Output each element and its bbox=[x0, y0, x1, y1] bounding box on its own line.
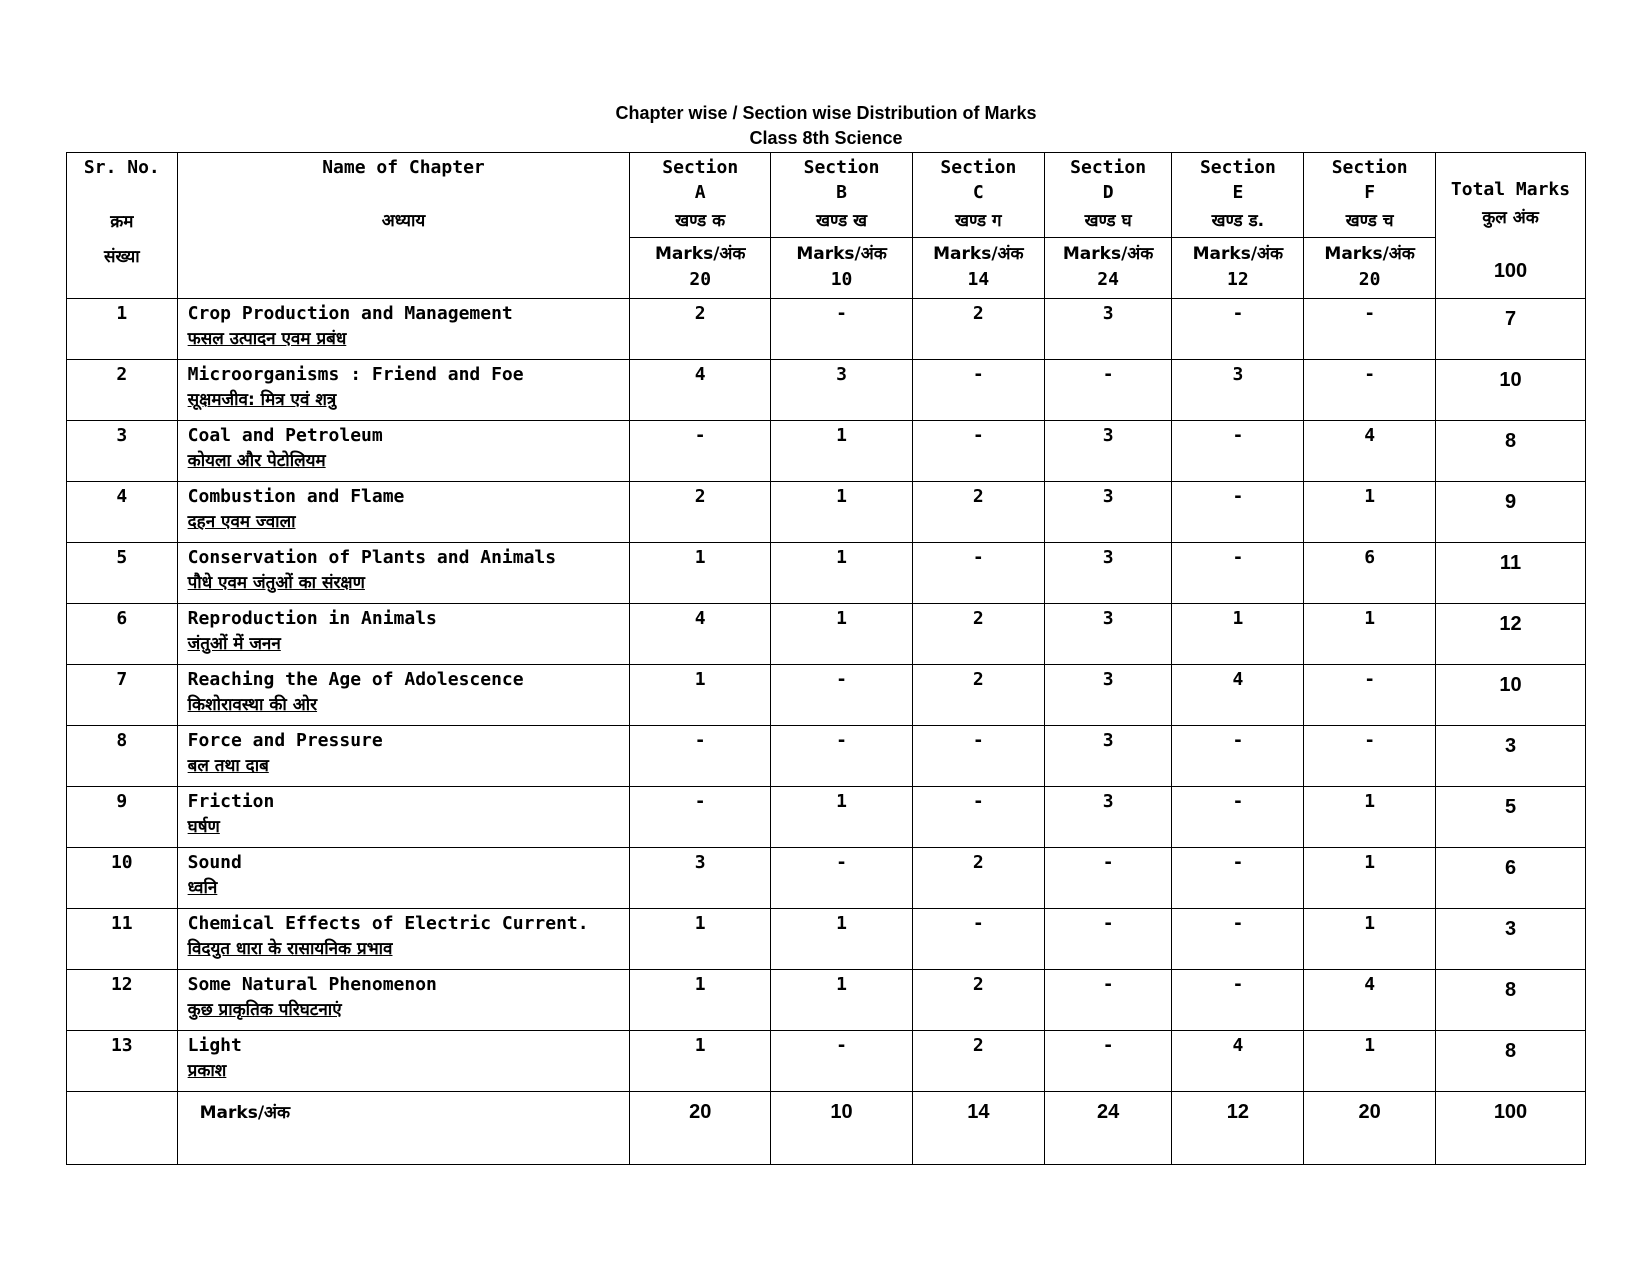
table-row bbox=[67, 360, 1586, 421]
section-e-cell: 4 bbox=[1172, 665, 1304, 726]
section-d-cell: 3 bbox=[1044, 421, 1172, 482]
chapter-name-hi: किशोरावस्था की ओर bbox=[187, 695, 318, 715]
footer-section-e-total: 12 bbox=[1172, 1092, 1304, 1165]
chapter-name-hi: फसल उत्पादन एवम प्रबंध bbox=[187, 329, 347, 349]
section-f-cell: - bbox=[1304, 726, 1436, 787]
total-marks-cell: 3 bbox=[1436, 909, 1586, 970]
page-subtitle: Class 8th Science bbox=[749, 128, 903, 148]
section-c-cell: - bbox=[912, 909, 1044, 970]
section-c-cell: 2 bbox=[912, 482, 1044, 543]
section-b-cell: - bbox=[771, 1031, 913, 1092]
section-a-cell: 1 bbox=[630, 665, 771, 726]
section-b-cell: 1 bbox=[771, 543, 913, 604]
section-f-cell: 1 bbox=[1304, 909, 1436, 970]
section-e-header: Section E खण्ड ड. bbox=[1172, 153, 1304, 238]
section-c-cell: - bbox=[912, 726, 1044, 787]
chapter-name-hi: कोयला और पेटोलियम bbox=[187, 451, 326, 471]
section-b-cell: - bbox=[771, 665, 913, 726]
section-e-cell: 3 bbox=[1172, 360, 1304, 421]
table-row bbox=[67, 1031, 1586, 1092]
table-body bbox=[67, 153, 1586, 299]
section-c-header: Section C खण्ड ग bbox=[912, 153, 1044, 238]
section-c-cell: - bbox=[912, 787, 1044, 848]
section-a-cell: - bbox=[630, 421, 771, 482]
section-c-cell: - bbox=[912, 543, 1044, 604]
section-d-cell: - bbox=[1044, 909, 1172, 970]
sr-no-cell: 6 bbox=[67, 604, 178, 665]
sr-no-cell: 11 bbox=[67, 909, 178, 970]
section-e-cell: - bbox=[1172, 482, 1304, 543]
table-row bbox=[67, 665, 1586, 726]
section-e-cell: - bbox=[1172, 421, 1304, 482]
section-a-header: Section A खण्ड क bbox=[630, 153, 771, 238]
section-b-cell: 1 bbox=[771, 604, 913, 665]
section-a-cell: 3 bbox=[630, 848, 771, 909]
section-b-cell: - bbox=[771, 848, 913, 909]
total-marks-cell: 11 bbox=[1436, 543, 1586, 604]
footer-section-c-total: 14 bbox=[912, 1092, 1044, 1165]
chapter-name-cell bbox=[177, 787, 630, 848]
chapter-name-en: Reproduction in Animals bbox=[187, 608, 437, 629]
table-row bbox=[67, 482, 1586, 543]
sr-no-cell: 8 bbox=[67, 726, 178, 787]
sr-no-cell: 5 bbox=[67, 543, 178, 604]
total-marks-cell: 10 bbox=[1436, 665, 1586, 726]
chapter-name-en: Friction bbox=[187, 791, 275, 812]
table-row bbox=[67, 787, 1586, 848]
section-b-cell: 1 bbox=[771, 970, 913, 1031]
section-a-cell: 4 bbox=[630, 360, 771, 421]
chapter-name-en: Some Natural Phenomenon bbox=[187, 974, 437, 995]
chapter-name-cell bbox=[177, 299, 630, 360]
sr-no-cell: 7 bbox=[67, 665, 178, 726]
sr-no-cell: 1 bbox=[67, 299, 178, 360]
section-d-cell: 3 bbox=[1044, 482, 1172, 543]
sr-no-cell: 12 bbox=[67, 970, 178, 1031]
total-marks-cell: 8 bbox=[1436, 970, 1586, 1031]
section-c-cell: 2 bbox=[912, 848, 1044, 909]
document-header bbox=[66, 101, 1586, 151]
section-b-cell: - bbox=[771, 299, 913, 360]
section-b-cell: 3 bbox=[771, 360, 913, 421]
section-a-marks: Marks/अंक 20 bbox=[630, 238, 771, 299]
marks-total-row bbox=[67, 1092, 1586, 1165]
section-f-cell: 1 bbox=[1304, 1031, 1436, 1092]
section-d-cell: 3 bbox=[1044, 299, 1172, 360]
table-row bbox=[67, 421, 1586, 482]
section-d-cell: - bbox=[1044, 970, 1172, 1031]
total-marks-cell: 9 bbox=[1436, 482, 1586, 543]
section-e-cell: - bbox=[1172, 299, 1304, 360]
section-c-cell: - bbox=[912, 360, 1044, 421]
section-b-cell: 1 bbox=[771, 421, 913, 482]
section-c-cell: 2 bbox=[912, 1031, 1044, 1092]
section-f-cell: 1 bbox=[1304, 848, 1436, 909]
chapter-name-en: Reaching the Age of Adolescence bbox=[187, 669, 524, 690]
chapter-name-hi: घर्षण bbox=[187, 817, 220, 837]
section-f-marks: Marks/अंक 20 bbox=[1304, 238, 1436, 299]
sr-no-header: Sr. No. क्रम संख्या bbox=[67, 153, 178, 299]
section-b-cell: 1 bbox=[771, 482, 913, 543]
table-row bbox=[67, 848, 1586, 909]
table-row bbox=[67, 970, 1586, 1031]
total-marks-cell: 10 bbox=[1436, 360, 1586, 421]
section-c-cell: 2 bbox=[912, 299, 1044, 360]
section-b-marks: Marks/अंक 10 bbox=[771, 238, 913, 299]
chapter-rows bbox=[67, 299, 1586, 1092]
table-row bbox=[67, 726, 1586, 787]
total-marks-cell: 8 bbox=[1436, 421, 1586, 482]
section-d-cell: - bbox=[1044, 1031, 1172, 1092]
chapter-header: Name of Chapter अध्याय bbox=[177, 153, 630, 299]
chapter-name-hi: प्रकाश bbox=[187, 1061, 227, 1081]
section-f-cell: 1 bbox=[1304, 482, 1436, 543]
section-b-cell: 1 bbox=[771, 787, 913, 848]
section-f-cell: - bbox=[1304, 360, 1436, 421]
chapter-name-en: Microorganisms : Friend and Foe bbox=[187, 364, 524, 385]
sr-no-cell: 4 bbox=[67, 482, 178, 543]
chapter-name-en: Coal and Petroleum bbox=[187, 425, 383, 446]
footer-section-f-total: 20 bbox=[1304, 1092, 1436, 1165]
chapter-name-hi: दहन एवम ज्वाला bbox=[187, 512, 296, 532]
total-marks-header: Total Marks कुल अंक 100 bbox=[1436, 153, 1586, 299]
section-e-marks: Marks/अंक 12 bbox=[1172, 238, 1304, 299]
section-a-cell: 1 bbox=[630, 909, 771, 970]
sr-no-cell: 10 bbox=[67, 848, 178, 909]
section-d-cell: - bbox=[1044, 360, 1172, 421]
chapter-name-hi: बल तथा दाब bbox=[187, 756, 269, 776]
section-c-cell: - bbox=[912, 421, 1044, 482]
section-d-cell: 3 bbox=[1044, 787, 1172, 848]
section-b-cell: 1 bbox=[771, 909, 913, 970]
chapter-name-cell bbox=[177, 970, 630, 1031]
chapter-name-cell bbox=[177, 482, 630, 543]
section-a-cell: 2 bbox=[630, 482, 771, 543]
sr-no-cell: 2 bbox=[67, 360, 178, 421]
section-f-cell: 6 bbox=[1304, 543, 1436, 604]
section-f-cell: 4 bbox=[1304, 421, 1436, 482]
section-f-cell: 1 bbox=[1304, 787, 1436, 848]
chapter-name-hi: ध्वनि bbox=[187, 878, 218, 898]
section-f-header: Section F खण्ड च bbox=[1304, 153, 1436, 238]
chapter-name-cell bbox=[177, 665, 630, 726]
chapter-name-en: Crop Production and Management bbox=[187, 303, 513, 324]
section-b-cell: - bbox=[771, 726, 913, 787]
section-d-cell: 3 bbox=[1044, 543, 1172, 604]
footer-marks-label: Marks/अंक bbox=[177, 1092, 630, 1165]
section-d-header: Section D खण्ड घ bbox=[1044, 153, 1172, 238]
section-f-cell: - bbox=[1304, 299, 1436, 360]
section-d-cell: 3 bbox=[1044, 604, 1172, 665]
chapter-name-en: Conservation of Plants and Animals bbox=[187, 547, 557, 568]
section-b-header: Section B खण्ड ख bbox=[771, 153, 913, 238]
section-d-cell: 3 bbox=[1044, 665, 1172, 726]
chapter-name-hi: विदयुत धारा के रासायनिक प्रभाव bbox=[187, 939, 393, 959]
chapter-name-cell bbox=[177, 421, 630, 482]
table-row bbox=[67, 909, 1586, 970]
header-row bbox=[67, 153, 1586, 238]
sr-no-cell: 9 bbox=[67, 787, 178, 848]
section-e-cell: - bbox=[1172, 909, 1304, 970]
total-marks-cell: 8 bbox=[1436, 1031, 1586, 1092]
section-f-cell: 1 bbox=[1304, 604, 1436, 665]
section-e-cell: - bbox=[1172, 970, 1304, 1031]
section-c-cell: 2 bbox=[912, 970, 1044, 1031]
footer-section-b-total: 10 bbox=[771, 1092, 913, 1165]
chapter-name-hi: जंतुओं में जनन bbox=[187, 634, 281, 654]
chapter-name-cell bbox=[177, 543, 630, 604]
section-c-cell: 2 bbox=[912, 604, 1044, 665]
section-d-marks: Marks/अंक 24 bbox=[1044, 238, 1172, 299]
total-marks-cell: 6 bbox=[1436, 848, 1586, 909]
section-c-cell: 2 bbox=[912, 665, 1044, 726]
section-a-cell: 4 bbox=[630, 604, 771, 665]
footer-empty-cell bbox=[67, 1092, 178, 1165]
chapter-name-cell bbox=[177, 604, 630, 665]
section-e-cell: - bbox=[1172, 787, 1304, 848]
total-marks-cell: 7 bbox=[1436, 299, 1586, 360]
sr-no-cell: 13 bbox=[67, 1031, 178, 1092]
section-e-cell: - bbox=[1172, 726, 1304, 787]
sr-no-cell: 3 bbox=[67, 421, 178, 482]
table-footer bbox=[67, 1092, 1586, 1165]
chapter-name-hi: कुछ प्राकृतिक परिघटनाएं bbox=[187, 1000, 342, 1020]
table-row bbox=[67, 543, 1586, 604]
chapter-name-en: Chemical Effects of Electric Current. bbox=[187, 913, 589, 934]
chapter-name-cell bbox=[177, 726, 630, 787]
section-e-cell: - bbox=[1172, 848, 1304, 909]
section-e-cell: 1 bbox=[1172, 604, 1304, 665]
footer-section-a-total: 20 bbox=[630, 1092, 771, 1165]
section-f-cell: - bbox=[1304, 665, 1436, 726]
footer-grand-total: 100 bbox=[1436, 1092, 1586, 1165]
marks-distribution-table bbox=[66, 152, 1586, 1165]
chapter-name-en: Light bbox=[187, 1035, 242, 1056]
section-a-cell: - bbox=[630, 787, 771, 848]
section-a-cell: - bbox=[630, 726, 771, 787]
section-a-cell: 1 bbox=[630, 1031, 771, 1092]
chapter-name-cell bbox=[177, 1031, 630, 1092]
table-row bbox=[67, 604, 1586, 665]
chapter-name-hi: सूक्षमजीव: मित्र एवं शत्रु bbox=[187, 390, 337, 410]
chapter-name-en: Combustion and Flame bbox=[187, 486, 405, 507]
total-marks-cell: 3 bbox=[1436, 726, 1586, 787]
chapter-name-en: Force and Pressure bbox=[187, 730, 383, 751]
section-a-cell: 2 bbox=[630, 299, 771, 360]
section-a-cell: 1 bbox=[630, 970, 771, 1031]
chapter-name-en: Sound bbox=[187, 852, 242, 873]
section-d-cell: 3 bbox=[1044, 726, 1172, 787]
footer-section-d-total: 24 bbox=[1044, 1092, 1172, 1165]
table-row bbox=[67, 299, 1586, 360]
chapter-name-cell bbox=[177, 848, 630, 909]
chapter-name-cell bbox=[177, 909, 630, 970]
section-d-cell: - bbox=[1044, 848, 1172, 909]
section-e-cell: - bbox=[1172, 543, 1304, 604]
page-title: Chapter wise / Section wise Distribution of Marks bbox=[615, 103, 1037, 123]
section-c-marks: Marks/अंक 14 bbox=[912, 238, 1044, 299]
section-e-cell: 4 bbox=[1172, 1031, 1304, 1092]
chapter-name-hi: पौधे एवम जंतुओं का संरक्षण bbox=[187, 573, 365, 593]
section-f-cell: 4 bbox=[1304, 970, 1436, 1031]
chapter-name-cell bbox=[177, 360, 630, 421]
total-marks-cell: 5 bbox=[1436, 787, 1586, 848]
total-marks-value: 100 bbox=[1493, 260, 1528, 282]
total-marks-cell: 12 bbox=[1436, 604, 1586, 665]
section-a-cell: 1 bbox=[630, 543, 771, 604]
